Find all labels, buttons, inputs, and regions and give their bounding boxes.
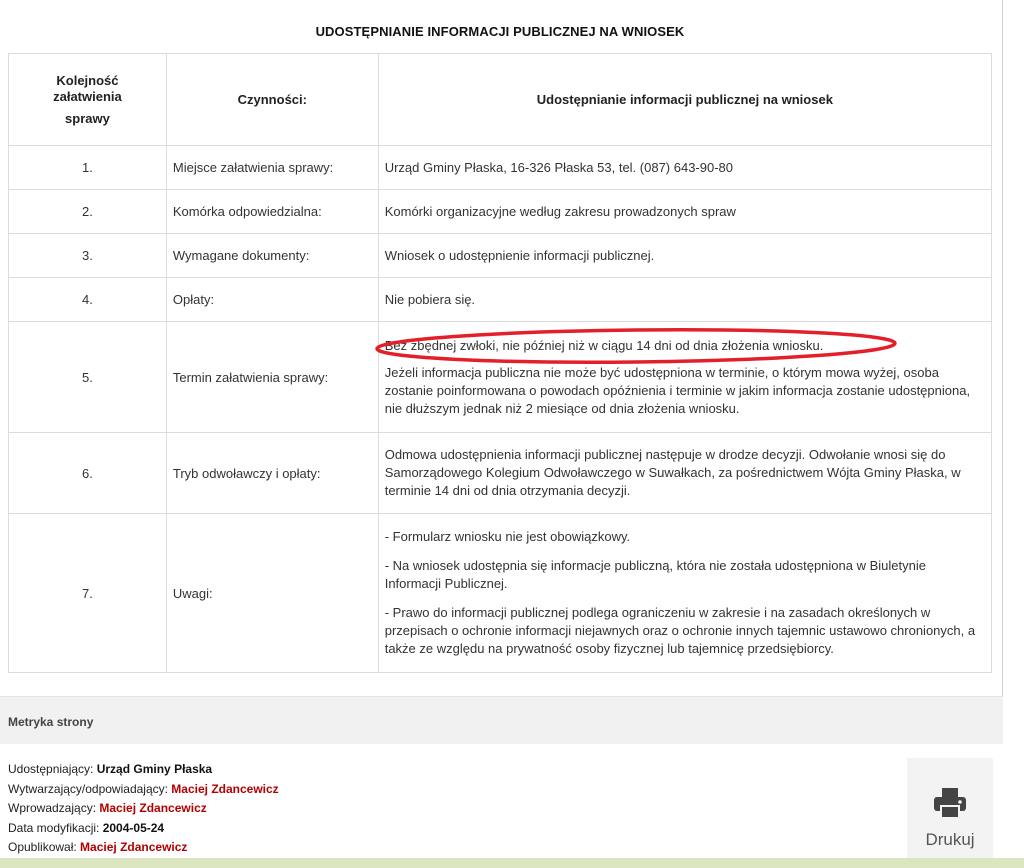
metryka-row	[8, 780, 279, 800]
row-description	[378, 322, 991, 433]
table-row	[9, 234, 992, 278]
metryka-row	[8, 838, 279, 858]
row-description	[378, 190, 991, 234]
header-description: Udostępnianie informacji publicznej na wniosek	[378, 54, 991, 146]
row-label: Wymagane dokumenty:	[166, 234, 378, 278]
row-number: 1.	[9, 146, 167, 190]
procedure-table	[8, 53, 992, 673]
row-paragraph: - Na wniosek udostępnia się informacje publiczną, która nie została udostępniona w Biuletynie Informacji Publicznej.	[384, 558, 926, 591]
row-paragraph: Komórki organizacyjne według zakresu prowadzonych spraw	[384, 203, 736, 219]
metryka-label: Data modyfikacji:	[8, 820, 103, 835]
page-title: UDOSTĘPNIANIE INFORMACJI PUBLICZNEJ NA WNIOSEK	[315, 24, 685, 39]
row-number: 4.	[9, 278, 167, 322]
row-paragraph: Bez zbędnej zwłoki, nie później niż w ciągu 14 dni od dnia złożenia wniosku.	[384, 337, 824, 353]
header-activity: Czynności:	[166, 54, 378, 146]
content-border	[1002, 0, 1003, 744]
row-paragraph: Nie pobiera się.	[384, 291, 476, 307]
row-paragraph: - Formularz wniosku nie jest obowiązkowy.	[384, 529, 631, 544]
metryka-author-link[interactable]: Maciej Zdancewicz	[99, 801, 207, 815]
row-paragraph: Odmowa udostępnienia informacji publicznej następuje w drodze decyzji. Odwołanie wnosi się do Samorządowego Kolegium Odwoławczego w Suwałkach, za pośrednictwem Wójta Gminy Płaska, w terminie 14 dni od dnia otrzymania decyzji.	[384, 447, 961, 498]
table-row	[9, 514, 992, 673]
table-row	[9, 190, 992, 234]
header-order-line2: załatwienia	[53, 88, 122, 104]
row-number: 3.	[9, 234, 167, 278]
table-header-row	[9, 54, 992, 146]
metryka-author-link[interactable]: Maciej Zdancewicz	[171, 781, 279, 796]
row-paragraph: Wniosek o udostępnienie informacji publicznej.	[384, 247, 655, 263]
metryka-label: Opublikował:	[8, 840, 81, 854]
row-number: 2.	[9, 190, 167, 234]
metryka-list	[8, 760, 279, 858]
row-number: 5.	[9, 322, 167, 433]
row-paragraph: Jeżeli informacja publiczna nie może być udostępniona w terminie, o którym mowa wyżej, osoba zostanie poinformowana o powodach opóźnienia i terminie w jakim informacja zostanie udostępniona, nie dłuższym jednak niż 2 miesiące od dnia złożenia wniosku.	[384, 364, 971, 416]
print-label: Drukuj	[925, 830, 975, 849]
row-description	[378, 278, 991, 322]
row-description	[378, 234, 991, 278]
metryka-header	[0, 696, 1003, 744]
metryka-author-link[interactable]: Maciej Zdancewicz	[80, 840, 188, 854]
row-number: 6.	[9, 433, 167, 514]
table-row	[9, 322, 992, 433]
metryka-row	[8, 819, 279, 839]
table-row	[9, 278, 992, 322]
row-label: Uwagi:	[166, 514, 378, 673]
row-paragraph: - Prawo do informacji publicznej podlega ograniczeniu w zakresie i na zasadach określonych w przepisach o ochronie informacji niejawnych oraz o ochronie innych tajemnic ustawowo chronionych, a także ze względu na prywatność osoby fizycznej lub tajemnicę przedsiębiorcy.	[384, 605, 976, 656]
row-description	[378, 146, 991, 190]
print-button[interactable]	[907, 758, 993, 868]
metryka-row	[8, 799, 279, 819]
row-number: 7.	[9, 514, 167, 673]
row-label: Termin załatwienia sprawy:	[166, 322, 378, 433]
metryka-title: Metryka strony	[8, 715, 94, 729]
metryka-value: Urząd Gminy Płaska	[96, 762, 213, 776]
metryka-label: Wprowadzający:	[8, 801, 100, 815]
row-paragraph: Urząd Gminy Płaska, 16-326 Płaska 53, tel. (087) 643-90-80	[384, 159, 734, 175]
metryka-value: 2004-05-24	[102, 820, 165, 835]
header-order-line1: Kolejność	[56, 72, 119, 88]
table-row	[9, 433, 992, 514]
metryka-row	[8, 760, 279, 780]
table-row	[9, 146, 992, 190]
header-order	[9, 54, 167, 146]
row-label: Opłaty:	[166, 278, 378, 322]
metryka-label: Udostępniający:	[8, 762, 97, 776]
row-description	[378, 433, 991, 514]
row-description	[378, 514, 991, 673]
row-label: Tryb odwoławczy i opłaty:	[166, 433, 378, 514]
printer-icon	[933, 786, 967, 820]
metryka-label: Wytwarzający/odpowiadający:	[8, 781, 172, 796]
row-label: Miejsce załatwienia sprawy:	[166, 146, 378, 190]
header-order-line3: sprawy	[65, 110, 110, 126]
row-label: Komórka odpowiedzialna:	[166, 190, 378, 234]
bottom-bar	[0, 858, 1024, 868]
